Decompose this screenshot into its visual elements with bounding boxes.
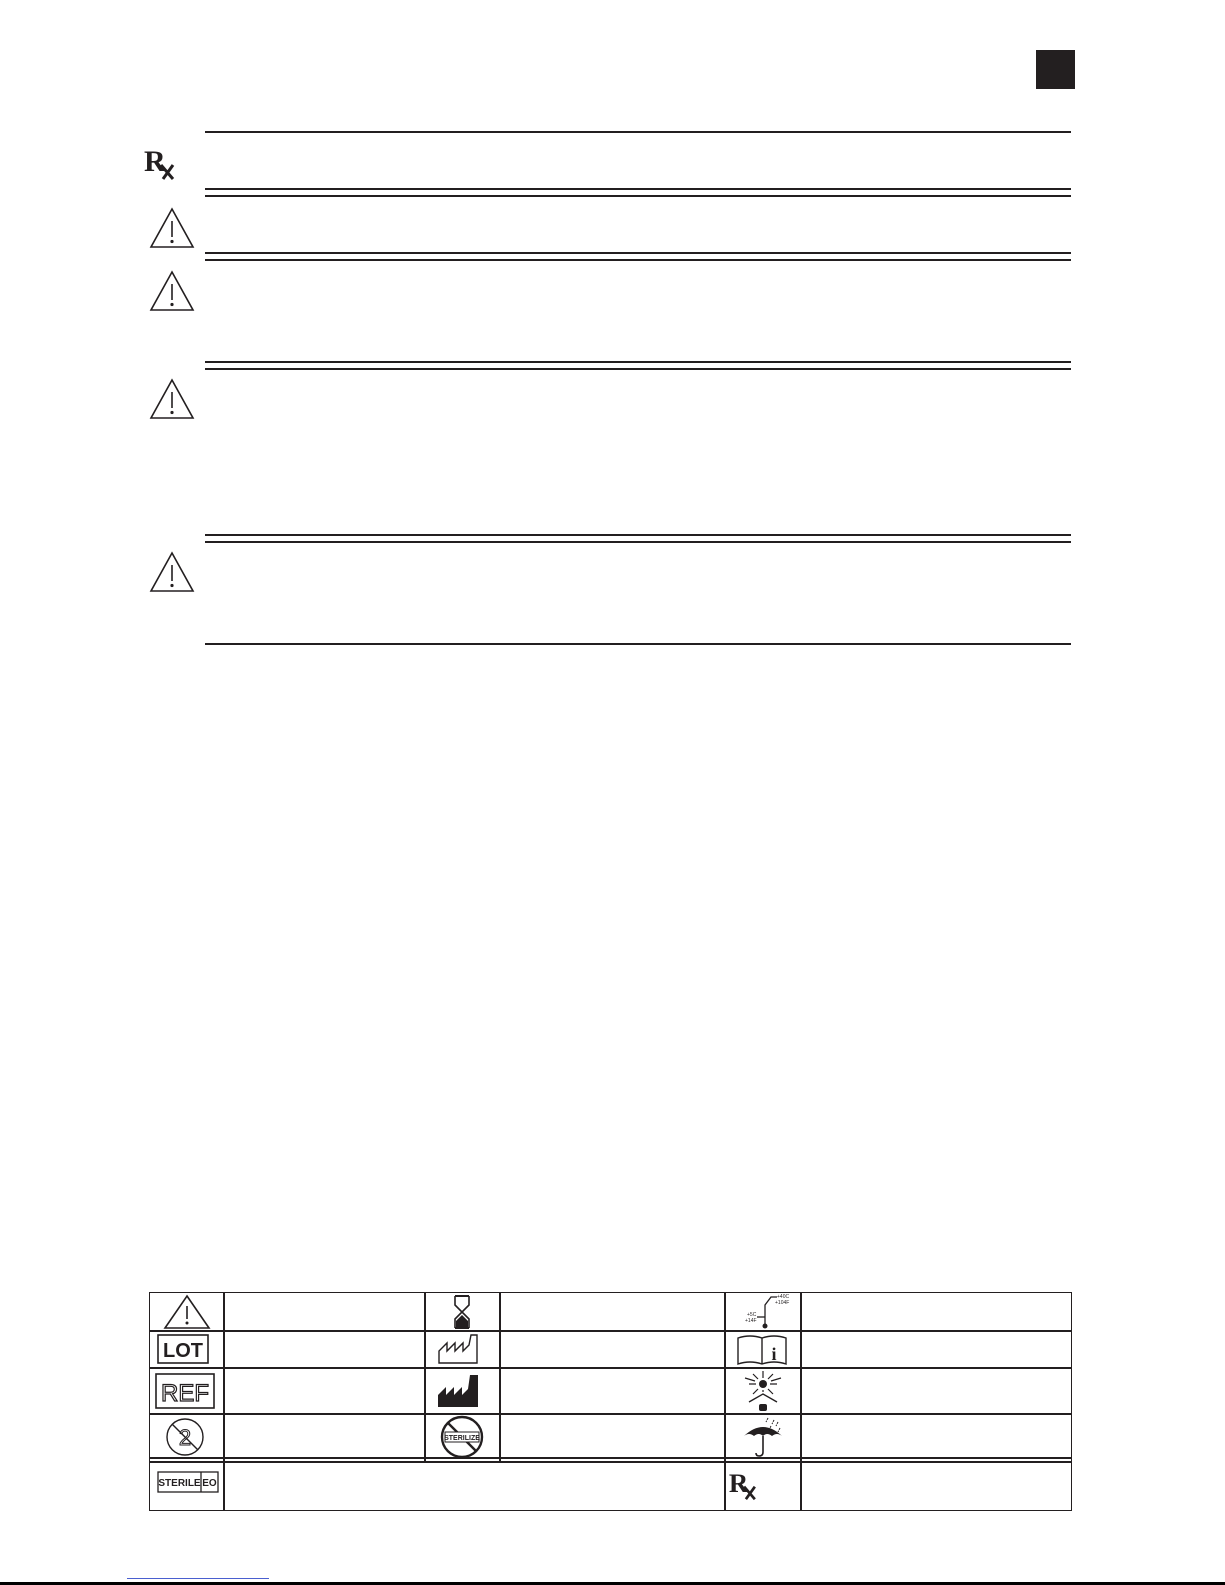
svg-text:LOT: LOT — [163, 1340, 203, 1362]
svg-text:R: R — [144, 145, 166, 178]
consult-instructions-icon — [734, 1332, 790, 1366]
rx-only-icon — [727, 1467, 763, 1501]
svg-text:+14F: +14F — [745, 1318, 757, 1324]
temperature-limit-icon — [735, 1293, 791, 1329]
warning-triangle-icon — [148, 549, 196, 597]
caution-icon — [162, 1294, 212, 1330]
divider-line — [205, 643, 1071, 645]
table-grid-line — [150, 1457, 1071, 1459]
table-grid-line — [150, 1367, 1071, 1369]
divider-line — [205, 252, 1071, 254]
divider-line — [205, 534, 1071, 536]
manufacture-date-icon — [433, 1333, 483, 1365]
table-grid-line — [800, 1293, 802, 1510]
table-grid-line — [499, 1293, 501, 1461]
svg-text:2: 2 — [178, 1425, 192, 1450]
svg-text:STERILE: STERILE — [158, 1478, 201, 1489]
table-grid-line — [424, 1293, 426, 1461]
keep-away-from-sunlight-icon — [735, 1370, 791, 1412]
divider-line — [205, 195, 1071, 197]
divider-line — [205, 131, 1071, 133]
do-not-reuse-icon — [162, 1417, 208, 1457]
catalog-ref-icon — [154, 1372, 216, 1410]
divider-line — [205, 541, 1071, 543]
section-tab-marker — [1036, 50, 1075, 89]
divider-line — [205, 368, 1071, 370]
table-grid-line — [150, 1330, 1071, 1332]
table-grid-line — [223, 1293, 225, 1510]
table-grid-line — [150, 1413, 1071, 1415]
svg-text:REF: REF — [161, 1380, 209, 1407]
table-grid-line — [150, 1461, 1071, 1463]
keep-dry-icon — [738, 1416, 788, 1458]
warning-triangle-icon — [148, 268, 196, 316]
lot-number-icon — [156, 1333, 212, 1365]
svg-text:STERILIZE: STERILIZE — [444, 1435, 480, 1442]
svg-text:i: i — [771, 1344, 777, 1364]
rx-icon — [143, 143, 181, 181]
svg-text:+104F: +104F — [775, 1300, 790, 1306]
do-not-resterilize-icon — [440, 1415, 484, 1459]
footer-link-underline[interactable] — [127, 1578, 269, 1579]
divider-line — [205, 361, 1071, 363]
use-by-hourglass-icon — [443, 1295, 481, 1329]
symbol-glossary-table — [149, 1292, 1072, 1511]
divider-line — [205, 259, 1071, 261]
table-grid-line — [724, 1293, 726, 1510]
svg-text:R: R — [728, 1468, 749, 1499]
warning-triangle-icon — [148, 376, 196, 424]
manufacturer-icon — [434, 1373, 482, 1409]
svg-text:EO: EO — [202, 1478, 217, 1489]
divider-line — [205, 188, 1071, 190]
sterile-eo-icon — [157, 1470, 219, 1494]
svg-text:+40C: +40C — [777, 1294, 790, 1300]
svg-text:+5C: +5C — [747, 1312, 757, 1318]
warning-triangle-icon — [148, 205, 196, 253]
